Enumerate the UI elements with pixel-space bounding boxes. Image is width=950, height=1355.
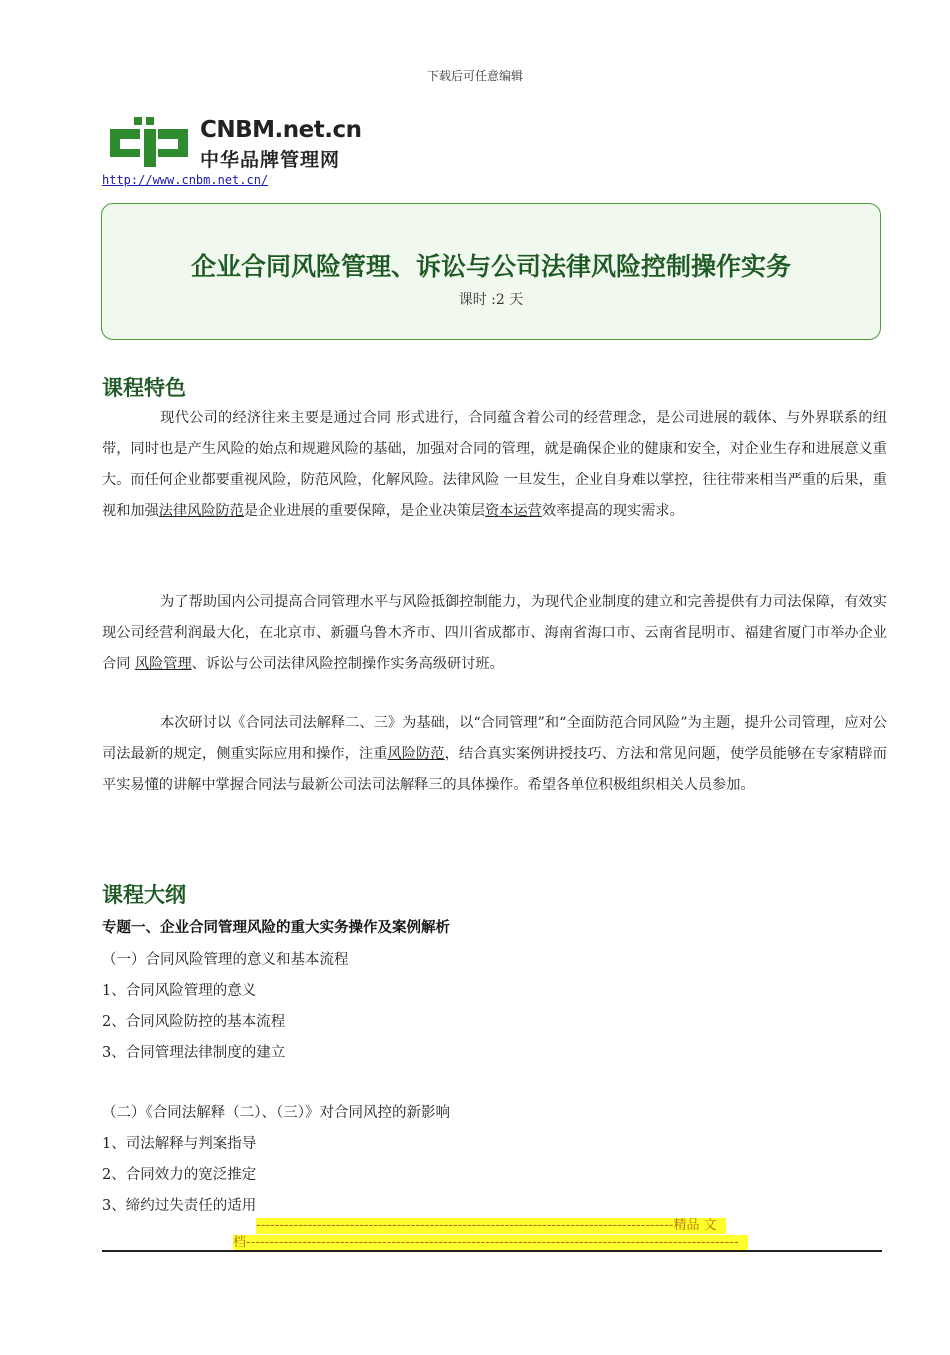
cnbm-logo (108, 115, 378, 171)
features-paragraph-3: 本次研讨以《合同法司法解释二、三》为基础，以“合同管理”和“全面防范合同风险”为主题，提升公司管理，应对公司法最新的规定，侧重实际应用和操作，注重风险防范，结合真实案例讲授技巧、方法和常见问题，使学员能够在专家精辟而平实易懂的讲解中掌握合同法与最新公司法司法解释三的具体操作。希望各单位积极组织相关人员参加。 (102, 715, 887, 793)
footer-divider (102, 1250, 882, 1252)
footer-watermark-line-1: -----------------------------------------------------------------------------------------精品 文 (256, 1218, 726, 1234)
link-legal-risk-prevention[interactable]: 法律风险防范 (158, 503, 244, 519)
list-item: 3、缔约过失责任的适用 (102, 1198, 257, 1214)
course-title: 企业合同风险管理、诉讼与公司法律风险控制操作实务 (190, 252, 791, 281)
course-hours: 课时 :2 天 (458, 292, 524, 308)
section-heading-outline: 课程大纲 (102, 883, 186, 907)
section-heading-features: 课程特色 (102, 376, 186, 400)
list-item: 1、合同风险管理的意义 (102, 983, 257, 999)
topic-1-title: 专题一、企业合同管理风险的重大实务操作及案例解析 (102, 920, 450, 936)
link-risk-prevention[interactable]: 风险防范 (387, 746, 445, 762)
group-1-title: （一）合同风险管理的意义和基本流程 (102, 952, 349, 968)
footer-watermark-line-2: 档--------------------------------------------------------------------------------------------------------- (233, 1235, 748, 1251)
logo-mark-icon (108, 115, 190, 171)
group-2-title: （二）《合同法解释（二）、（三）》对合同风控的新影响 (102, 1105, 450, 1121)
logo-name-en: CNBM.net.cn (200, 117, 362, 143)
logo-name-cn: 中华品牌管理网 (200, 149, 341, 171)
list-item: 2、合同效力的宽泛推定 (102, 1167, 257, 1183)
top-note: 下载后可任意编辑 (426, 69, 523, 83)
features-paragraph-1: 现代公司的经济往来主要是通过合同 形式进行，合同蕴含着公司的经营理念，是公司进展的载体、与外界联系的纽带，同时也是产生风险的始点和规避风险的基础，加强对合同的管理，就是确保企业的健康和安全，对企业生存和进展意义重大。而任何企业都要重视风险，防范风险，化解风险。法律风险 一旦发生，企业自身难以掌控，往往带来相当严重的后果，重视和加强法律风险防范是企业进展的重要保障，是企业决策层资本运营效率提高的现实需求。 (102, 410, 887, 519)
list-item: 3、合同管理法律制度的建立 (102, 1045, 286, 1061)
site-url-link[interactable]: http://www.cnbm.net.cn/ (102, 173, 269, 187)
list-item: 2、合同风险防控的基本流程 (102, 1014, 286, 1030)
list-item: 1、司法解释与判案指导 (102, 1136, 257, 1152)
title-box (101, 203, 881, 340)
link-risk-management[interactable]: 风险管理 (134, 656, 192, 672)
features-paragraph-2: 为了帮助国内公司提高合同管理水平与风险抵御控制能力，为现代企业制度的建立和完善提供有力司法保障，有效实现公司经营利润最大化，在北京市、新疆乌鲁木齐市、四川省成都市、海南省海口市、云南省昆明市、福建省厦门市举办企业合同 风险管理、诉讼与公司法律风险控制操作实务高级研讨班。 (102, 594, 887, 672)
link-capital-operation[interactable]: 资本运营 (485, 503, 542, 519)
